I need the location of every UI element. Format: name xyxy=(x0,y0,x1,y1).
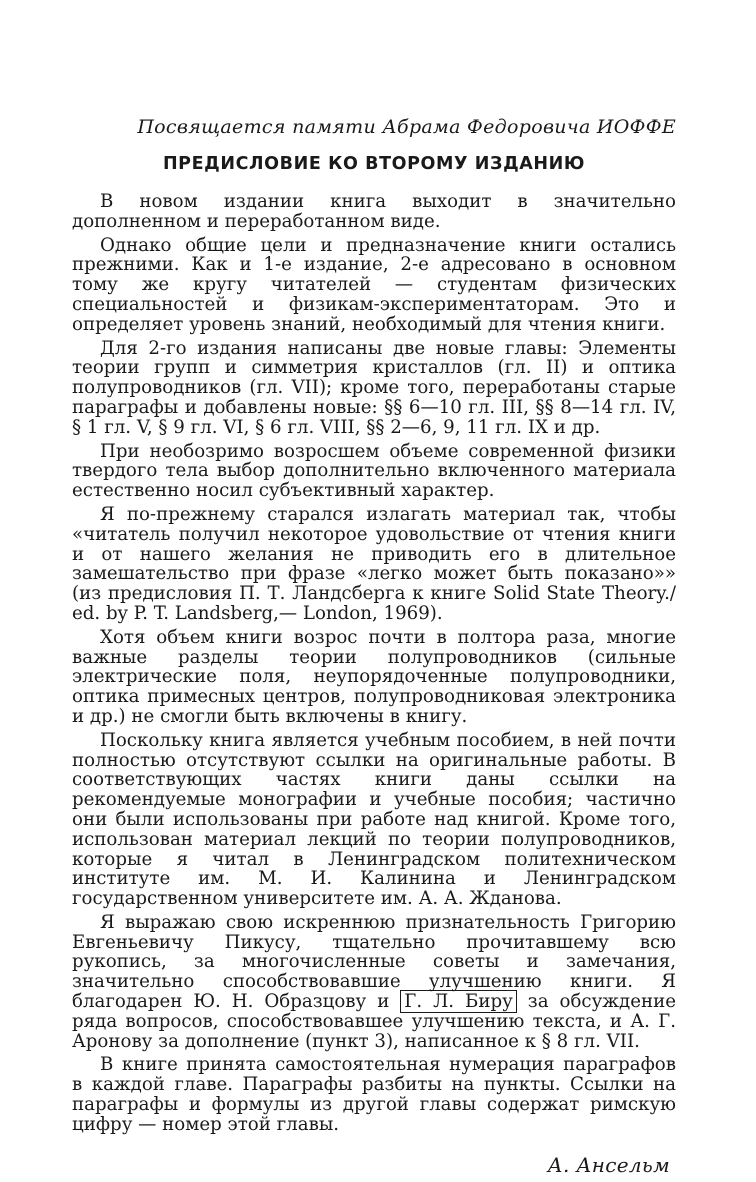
page-title: ПРЕДИСЛОВИЕ КО ВТОРОМУ ИЗДАНИЮ xyxy=(162,154,586,174)
author-signature: А. Ансельм xyxy=(547,1152,670,1177)
paragraph-new-chapters: Для 2-го издания написаны две новые главы: Элементы теории групп и симметрия кристаллов (гл. II) и оптика полупроводников (гл. VII); кроме того, переработаны старые параграфы и добавлены новые: §§ 6—10 гл. III, §§ 8—14 гл. IV, § 1 гл. V, § 9 гл. VI, § 6 гл. VIII, §§ 2—6, 9, 11 гл. IX и др. xyxy=(72,337,676,438)
paragraph-material-choice: При необозримо возросшем объеме современной физики твердого тела выбор дополнительно включенного материала естественно носил субъективный характер. xyxy=(72,440,676,502)
acknowledgements-text-end: за обсуждение ряда вопросов, способствовавшее улучшению текста, и А. Г. Аронову за дополнение (пункт 3), написанное к § 8 гл. VII. xyxy=(72,991,677,1052)
paragraph-goals: Однако общие цели и предназначение книги остались прежними. Как и 1-е издание, 2-е адресовано в основном тому же кругу читателей — студентам физических специальностей и физикам-экспериментаторам. Это и определяет уровень знаний, необходимый для чтения книги. xyxy=(72,234,676,335)
paragraph-style: Я по-прежнему старался излагать материал так, чтобы «читатель получил некоторое удовольствие от чтения книги и от нашего желания не приводить его в длительное замешательство при фразе «легко может быть показано»» (из предисловия П. Т. Ландсберга к книге Solid State Theory./ ed. by P. T. Landsberg,— London, 1969). xyxy=(72,503,676,624)
boxed-name: Г. Л. Биру xyxy=(400,990,517,1013)
dedication: Посвящается памяти Абрама Федоровича ИОФФЕ xyxy=(137,116,676,138)
paragraph-omissions: Хотя объем книги возрос почти в полтора раза, многие важные разделы теории полупроводников (сильные электрические поля, неупорядоченные полупроводники, оптика примесных центров, полупроводниковая электроника и др.) не смогли быть включены в книгу. xyxy=(72,626,676,727)
paragraph-references: Поскольку книга является учебным пособием, в ней почти полностью отсутствуют ссылки на оригинальные работы. В соответствующих частях книги даны ссылки на рекомендуемые монографии и учебные пособия; частично они были использованы при работе над книгой. Кроме того, использован материал лекций по теории полупроводников, которые я читал в Ленинградском политехническом институте им. М. И. Калинина и Ленинградском государственном университете им. А. А. Жданова. xyxy=(72,729,676,910)
paragraph-new-edition: В новом издании книга выходит в значительно дополненном и переработанном виде. xyxy=(72,191,676,232)
acknowledgements-text-start: Я выражаю свою искреннюю признательность Григорию Евгеньевичу Пикусу, тщательно прочитавшему всю рукопись, за многочисленные советы и замечания, значительно способствовавшие улучшению книги. Я благодарен Ю. Н. Образцову и xyxy=(72,911,676,1013)
paragraph-numbering: В книге принята самостоятельная нумерация параграфов в каждой главе. Параграфы разбиты на пункты. Ссылки на параграфы и формулы из другой главы содержат римскую цифру — номер этой главы. xyxy=(72,1054,676,1135)
paragraph-acknowledgements xyxy=(72,913,676,1052)
